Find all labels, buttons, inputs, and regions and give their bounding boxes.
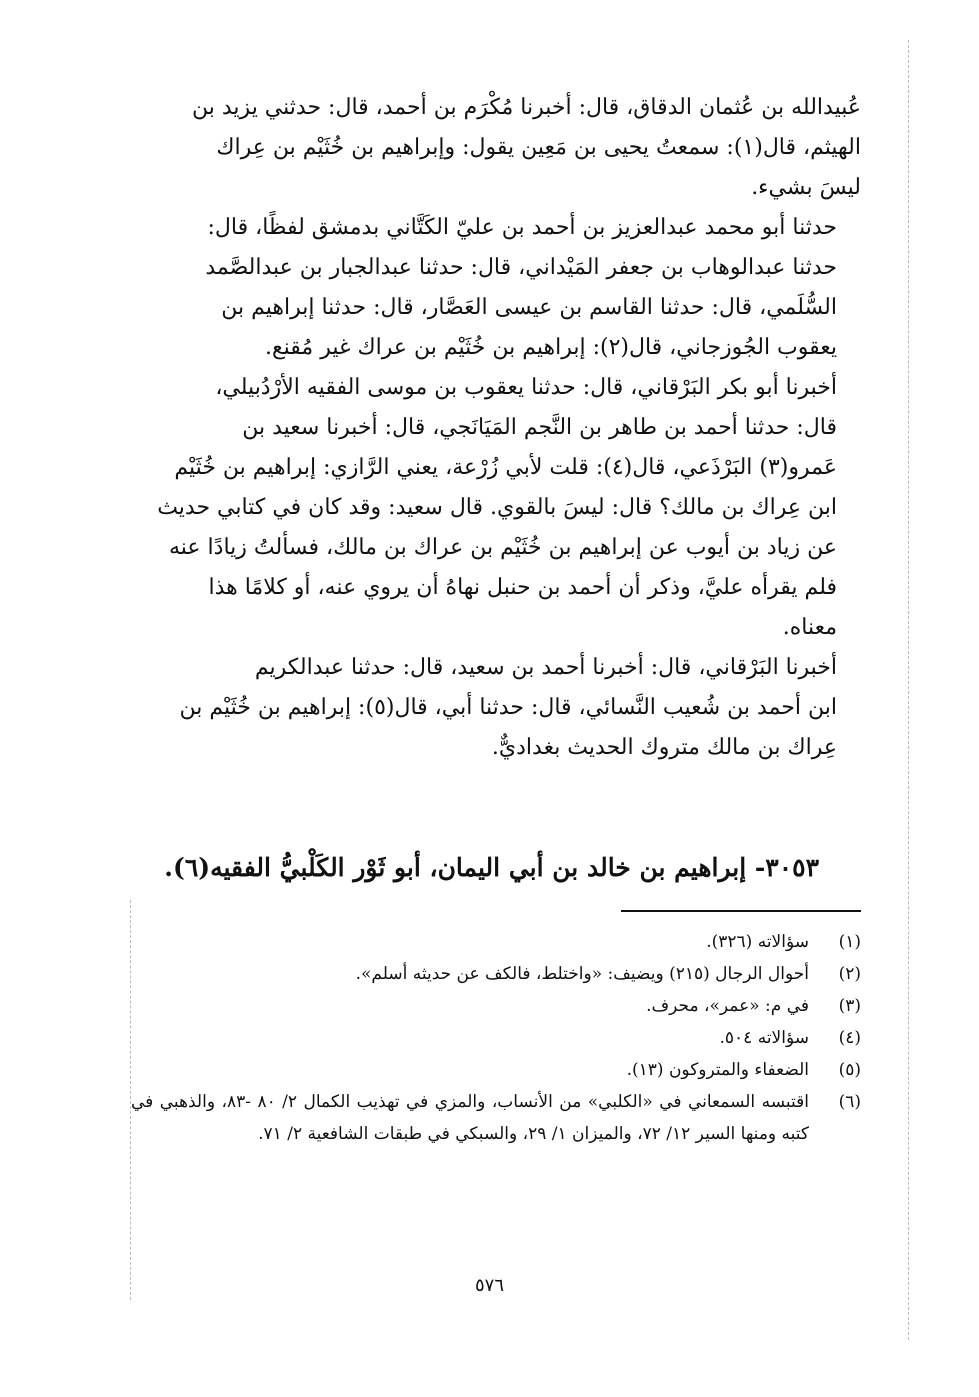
paragraph (121, 88, 861, 208)
page-number: ٥٧٦ (474, 1275, 504, 1296)
paragraph (121, 208, 861, 368)
footnote-text: أحوال الرجال (٢١٥) ويضيف: «واختلط، فالكف عن حديثه أسلم». (355, 964, 809, 984)
footnote (131, 958, 861, 990)
footnote-text: في م: «عمر»، محرف. (646, 996, 809, 1016)
text-line: الهيثم، قال(١): سمعتُ يحيى بن مَعِين يقول: وإبراهيم بن خُثَيْم بن عِراك (216, 135, 861, 160)
main-text (121, 88, 861, 768)
footnote-number: (٦) (838, 1092, 861, 1112)
footnote-number: (٣) (838, 996, 861, 1016)
footnote-text: اقتبسه السمعاني في «الكلبي» من الأنساب، والمزي في تهذيب الكمال ٢/ ٨٠ -٨٣، والذهبي في كتبه ومنها السير ١٢/ ٧٢، والميزان ١/ ٢٩، والسبكي في طبقات الشافعية ٢/ ٧١. (131, 1092, 809, 1144)
text-line: عن زياد بن أيوب عن إبراهيم بن خُثَيْم بن عراك بن مالك، فسألتُ زيادًا عنه (169, 535, 837, 560)
footnote-number: (٢) (838, 964, 861, 984)
footnote (131, 1054, 861, 1086)
footnote-separator (621, 910, 861, 912)
text-line: عُبيدالله بن عُثمان الدقاق، قال: أخبرنا مُكْرَم بن أحمد، قال: حدثني يزيد بن (192, 95, 861, 120)
footnote-number: (٥) (838, 1060, 861, 1080)
entry-number: ٣٠٥٣- (754, 853, 819, 882)
text-line: عَمرو(٣) البَرْذَعي، قال(٤): قلت لأبي زُرْعة، يعني الرَّازي: إبراهيم بن خُثَيْم (174, 455, 837, 480)
scan-margin-line-right (908, 40, 909, 1340)
footnote (131, 1022, 861, 1054)
footnote (131, 1086, 861, 1150)
text-line: ليسَ بشيء. (751, 175, 861, 200)
text-line: ابن عِراك بن مالك؟ قال: ليسَ بالقوي. قال سعيد: وقد كان في كتابي حديث (157, 495, 837, 520)
entry-title: إبراهيم بن خالد بن أبي اليمان، أبو ثَوْر الكَلْبيُّ الفقيه(٦). (164, 853, 747, 882)
text-line: أخبرنا البَرْقاني، قال: أخبرنا أحمد بن سعيد، قال: حدثنا عبدالكريم (254, 655, 837, 680)
text-line: أخبرنا أبو بكر البَرْقاني، قال: حدثنا يعقوب بن موسى الفقيه الأرْدُبيلي، (215, 375, 837, 400)
text-line: معناه. (782, 615, 837, 640)
footnote-text: سؤالاته ٥٠٤. (719, 1028, 809, 1048)
footnote-text: سؤالاته (٣٢٦). (706, 932, 809, 952)
footnotes (131, 926, 861, 1150)
text-line: قال: حدثنا أحمد بن طاهر بن النَّجم المَيَانَجي، قال: أخبرنا سعيد بن (242, 415, 837, 440)
text-line: ابن أحمد بن شُعيب النَّسائي، قال: حدثنا أبي، قال(٥): إبراهيم بن خُثَيْم بن (179, 695, 837, 720)
footnote-text: الضعفاء والمتروكون (١٣). (626, 1060, 809, 1080)
paragraph (121, 648, 861, 768)
footnote-number: (٤) (838, 1028, 861, 1048)
text-line: يعقوب الجُوزجاني، قال(٢): إبراهيم بن خُثَيْم بن عراك غير مُقنع. (264, 335, 837, 360)
footnote (131, 926, 861, 958)
text-line: عِراك بن مالك متروك الحديث بغداديٌّ. (491, 735, 837, 760)
text-line: السُّلَمي، قال: حدثنا القاسم بن عيسى العَصَّار، قال: حدثنا إبراهيم بن (221, 295, 837, 320)
entry-heading (159, 848, 819, 888)
text-line: حدثنا عبدالوهاب بن جعفر المَيْداني، قال: حدثنا عبدالجبار بن عبدالصَّمد (205, 255, 837, 280)
text-line: حدثنا أبو محمد عبدالعزيز بن أحمد بن عليّ الكَتَّاني بدمشق لفظًا، قال: (207, 215, 837, 240)
footnote-number: (١) (838, 932, 861, 952)
text-line: فلم يقرأه عليَّ، وذكر أن أحمد بن حنبل نهاهُ أن يروي عنه، أو كلامًا هذا (208, 575, 837, 600)
paragraph (121, 368, 861, 648)
footnote (131, 990, 861, 1022)
